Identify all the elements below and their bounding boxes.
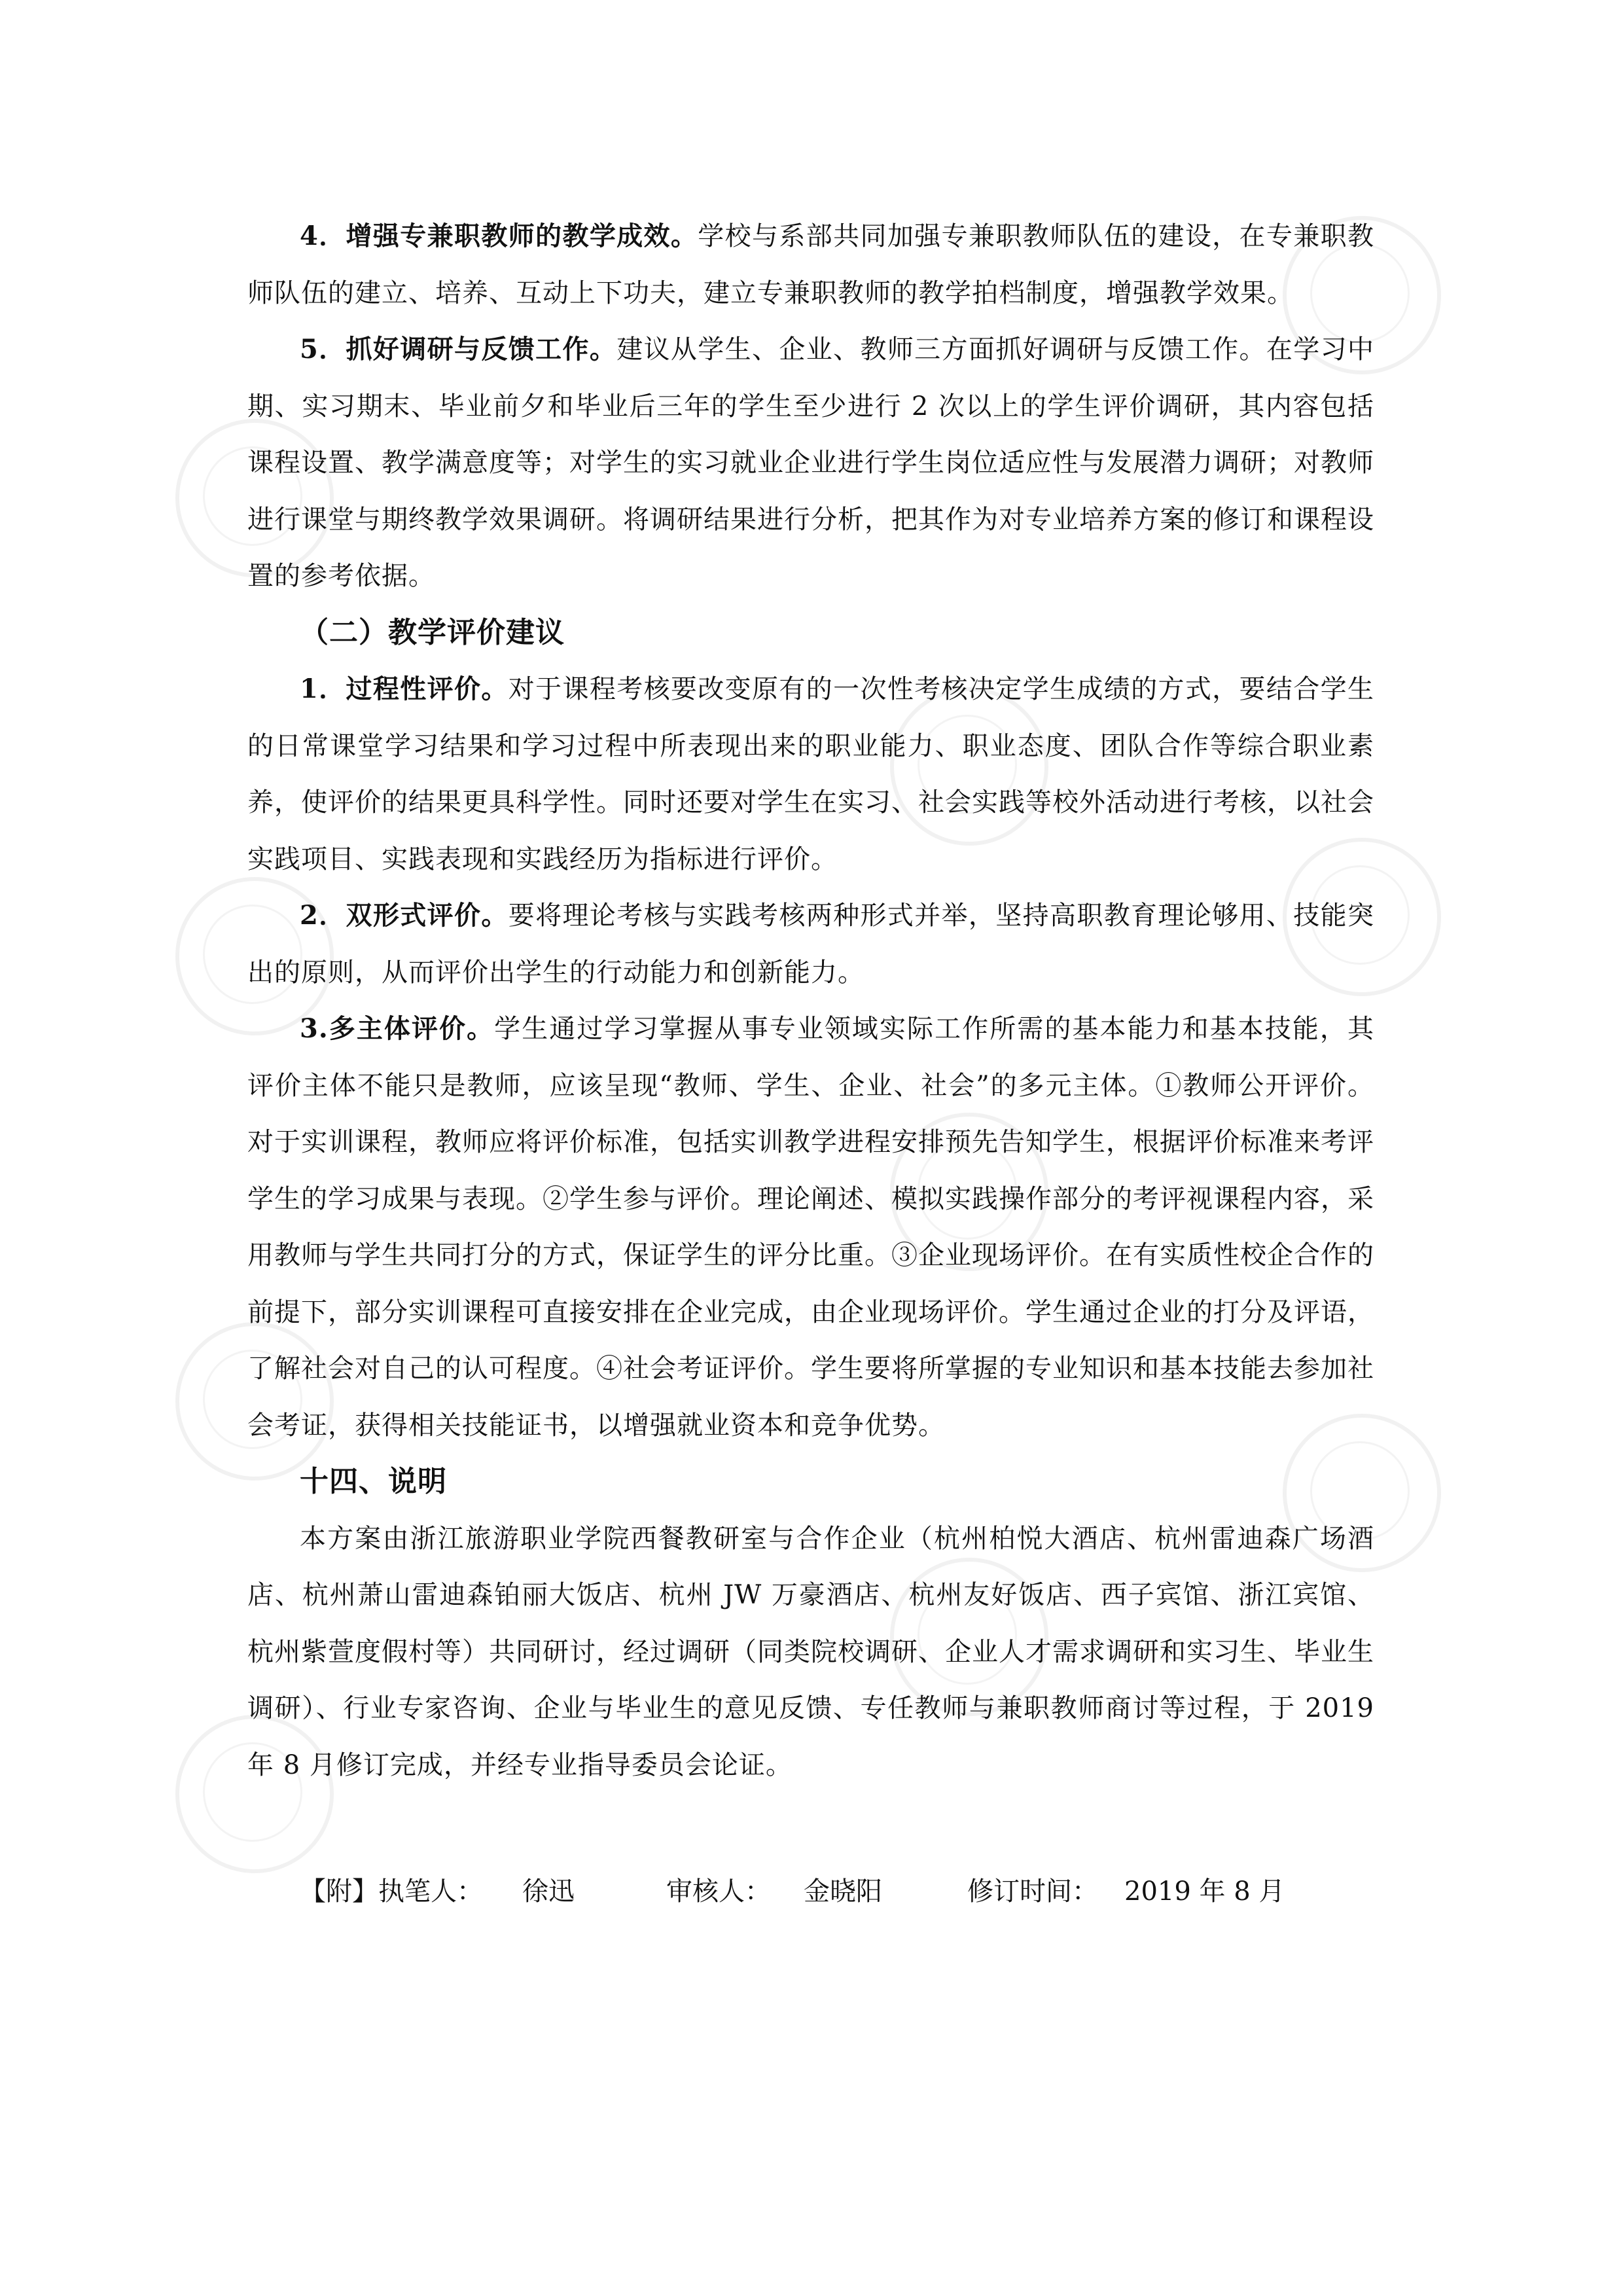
paragraph-lead: 4．增强专兼职教师的教学成效。 <box>300 221 698 251</box>
reviewer-name: 金晓阳 <box>804 1876 882 1907</box>
section-heading-teaching-evaluation: （二）教学评价建议 <box>300 615 565 649</box>
section-heading-explanation: 十四、说明 <box>300 1465 447 1498</box>
paragraph-lead: 5．抓好调研与反馈工作。 <box>300 334 617 365</box>
paragraph-text: 要将理论考核与实践考核两种形式并举，坚持高职教育理论够用、技能突出的原则，从而评价出学生的行动能力和创新能力。 <box>247 901 1375 988</box>
paragraph-text: 学生通过学习掌握从事专业领域实际工作所需的基本能力和基本技能，其评价主体不能只是教师，应该呈现“教师、学生、企业、社会”的多元主体。①教师公开评价。对于实训课程，教师应将评价标准，包括实训教学进程安排预先告知学生，根据评价标准来考评学生的学习成果与表现。②学生参与评价。理论阐述、模拟实践操作部分的考评视课程内容，采用教师与学生共同打分的方式，保证学生的评分比重。③企业现场评价。在有实质性校企合作的前提下，部分实训课程可直接安排在企业完成，由企业现场评价。学生通过企业的打分及评语，了解社会对自己的认可程度。④社会考证评价。学生要将所掌握的专业知识和基本技能去参加社会考证，获得相关技能证书，以增强就业资本和竞争优势。 <box>247 1014 1374 1441</box>
paragraph-text: 对于课程考核要改变原有的一次性考核决定学生成绩的方式，要结合学生的日常课堂学习结果和学习过程中所表现出来的职业能力、职业态度、团队合作等综合职业素养，使评价的结果更具科学性。同时还要对学生在实习、社会实践等校外活动进行考核，以社会实践项目、实践表现和实践经历为指标进行评价。 <box>247 674 1375 874</box>
paragraph-multi-subject-evaluation <box>247 1001 1374 1454</box>
revision-date-label: 修订时间： <box>967 1876 1098 1907</box>
revision-date: 2019 年 8 月 <box>1124 1876 1285 1907</box>
paragraph-lead: 1．过程性评价。 <box>300 673 508 704</box>
paragraph-teacher-effectiveness <box>247 208 1374 321</box>
paragraph-text: 学校与系部共同加强专兼职教师队伍的建设，在专兼职教师队伍的建立、培养、互动上下功夫，建立专兼职教师的教学拍档制度，增强教学效果。 <box>247 221 1374 308</box>
author-name: 徐迅 <box>522 1876 575 1907</box>
paragraph-text: 建议从学生、企业、教师三方面抓好调研与反馈工作。在学习中期、实习期末、毕业前夕和毕业后三年的学生至少进行 2 次以上的学生评价调研，其内容包括课程设置、教学满意度等；对学生的实习就业企业进行学生岗位适应性与发展潜力调研；对教师进行课堂与期终教学效果调研。将调研结果进行分析，把其作为对专业培养方案的修订和课程设置的参考依据。 <box>247 334 1374 591</box>
paragraph-explanation: 本方案由浙江旅游职业学院西餐教研室与合作企业（杭州柏悦大酒店、杭州雷迪森广场酒店、杭州萧山雷迪森铂丽大饭店、杭州 JW 万豪酒店、杭州友好饭店、西子宾馆、浙江宾馆、杭州紫萱度假村等）共同研讨，经过调研（同类院校调研、企业人才需求调研和实习生、毕业生调研）、行业专家咨询、企业与毕业生的意见反馈、专任教师与兼职教师商讨等过程，于 2019 年 8 月修订完成，并经专业指导委员会论证。 <box>247 1523 1374 1780</box>
paragraph-lead: 3.多主体评价。 <box>300 1013 495 1044</box>
paragraph-dual-form-evaluation <box>247 888 1374 1001</box>
footer-attribution <box>300 1865 1285 1918</box>
paragraph-lead: 2．双形式评价。 <box>300 900 508 931</box>
attach-label: 【附】执笔人： <box>300 1876 483 1907</box>
paragraph-research-feedback <box>247 321 1374 605</box>
reviewer-label: 审核人： <box>666 1876 771 1907</box>
document-body <box>247 208 1374 1793</box>
paragraph-process-evaluation <box>247 661 1374 888</box>
